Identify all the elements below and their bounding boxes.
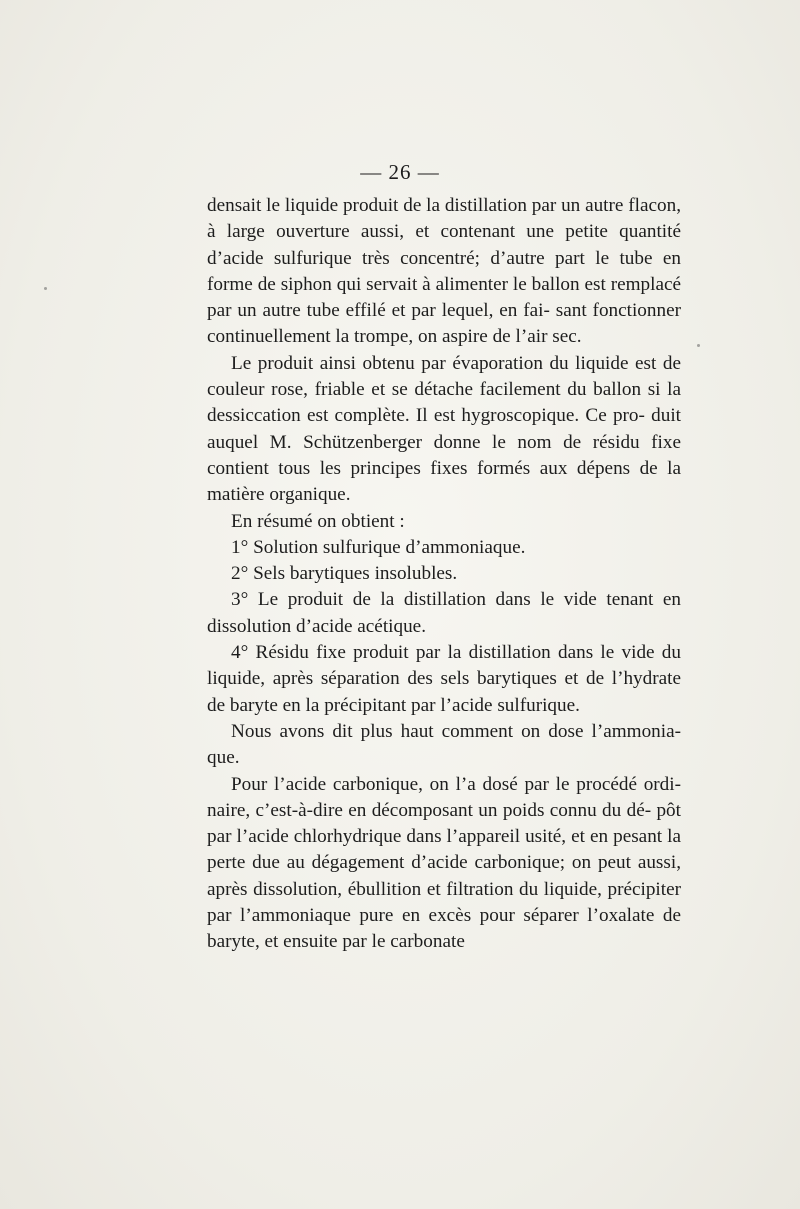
paragraph-summary-intro: En résumé on obtient : [231,510,405,532]
body-text [207,193,681,956]
paragraph-residue: Le produit ainsi obtenu par évaporation du liquide est de couleur rose, friable et se détache facilement du ballon si la dessiccation est complète. Il est hygroscopique. Ce pro- duit auquel M. Schützenberger donne le nom de résidu fixe contient tous les principes fixes formés aux dépens de la matière organique. [207,352,681,506]
paper-speck [697,344,700,347]
paragraph-carbonic-acid: Pour l’acide carbonique, on l’a dosé par le procédé ordi- naire, c’est-à-dire en décomposant un poids connu du dé- pôt par l’acide chlorhydrique dans l’appareil usité, et en pesant la perte due au dégagement d’acide carbonique; on peut aussi, après dissolution, ébullition et filtration du liquide, précipiter par l’ammoniaque pure en excès pour séparer l’oxalate de baryte, et ensuite par le carbonate [207,773,681,953]
paragraph-ammonia: Nous avons dit plus haut comment on dose l’ammonia- que. [207,720,681,769]
page-number: — 26 — [360,160,440,184]
list-item: 1° Solution sulfurique d’ammoniaque. [231,536,526,558]
list-item: 2° Sels barytiques insolubles. [231,563,458,585]
list-item: 3° Le produit de la distillation dans le vide tenant en dissolution d’acide acétique. [207,589,681,637]
paragraph-continuation: densait le liquide produit de la distillation par un autre flacon, à large ouverture aussi, et contenant une petite quantité d’acide sulfurique très concentré; d’autre part le tube en forme de siphon qui servait à alimenter le ballon est remplacé par un autre tube effilé et par lequel, en fai- sant fonctionner continuellement la trompe, on aspire de l’air sec. [207,195,681,348]
list-item: 4° Résidu fixe produit par la distillation dans le vide du liquide, après séparation des sels barytiques et de l’hydrate de baryte en la précipitant par l’acide sulfurique. [207,642,681,716]
paper-speck [44,287,47,290]
